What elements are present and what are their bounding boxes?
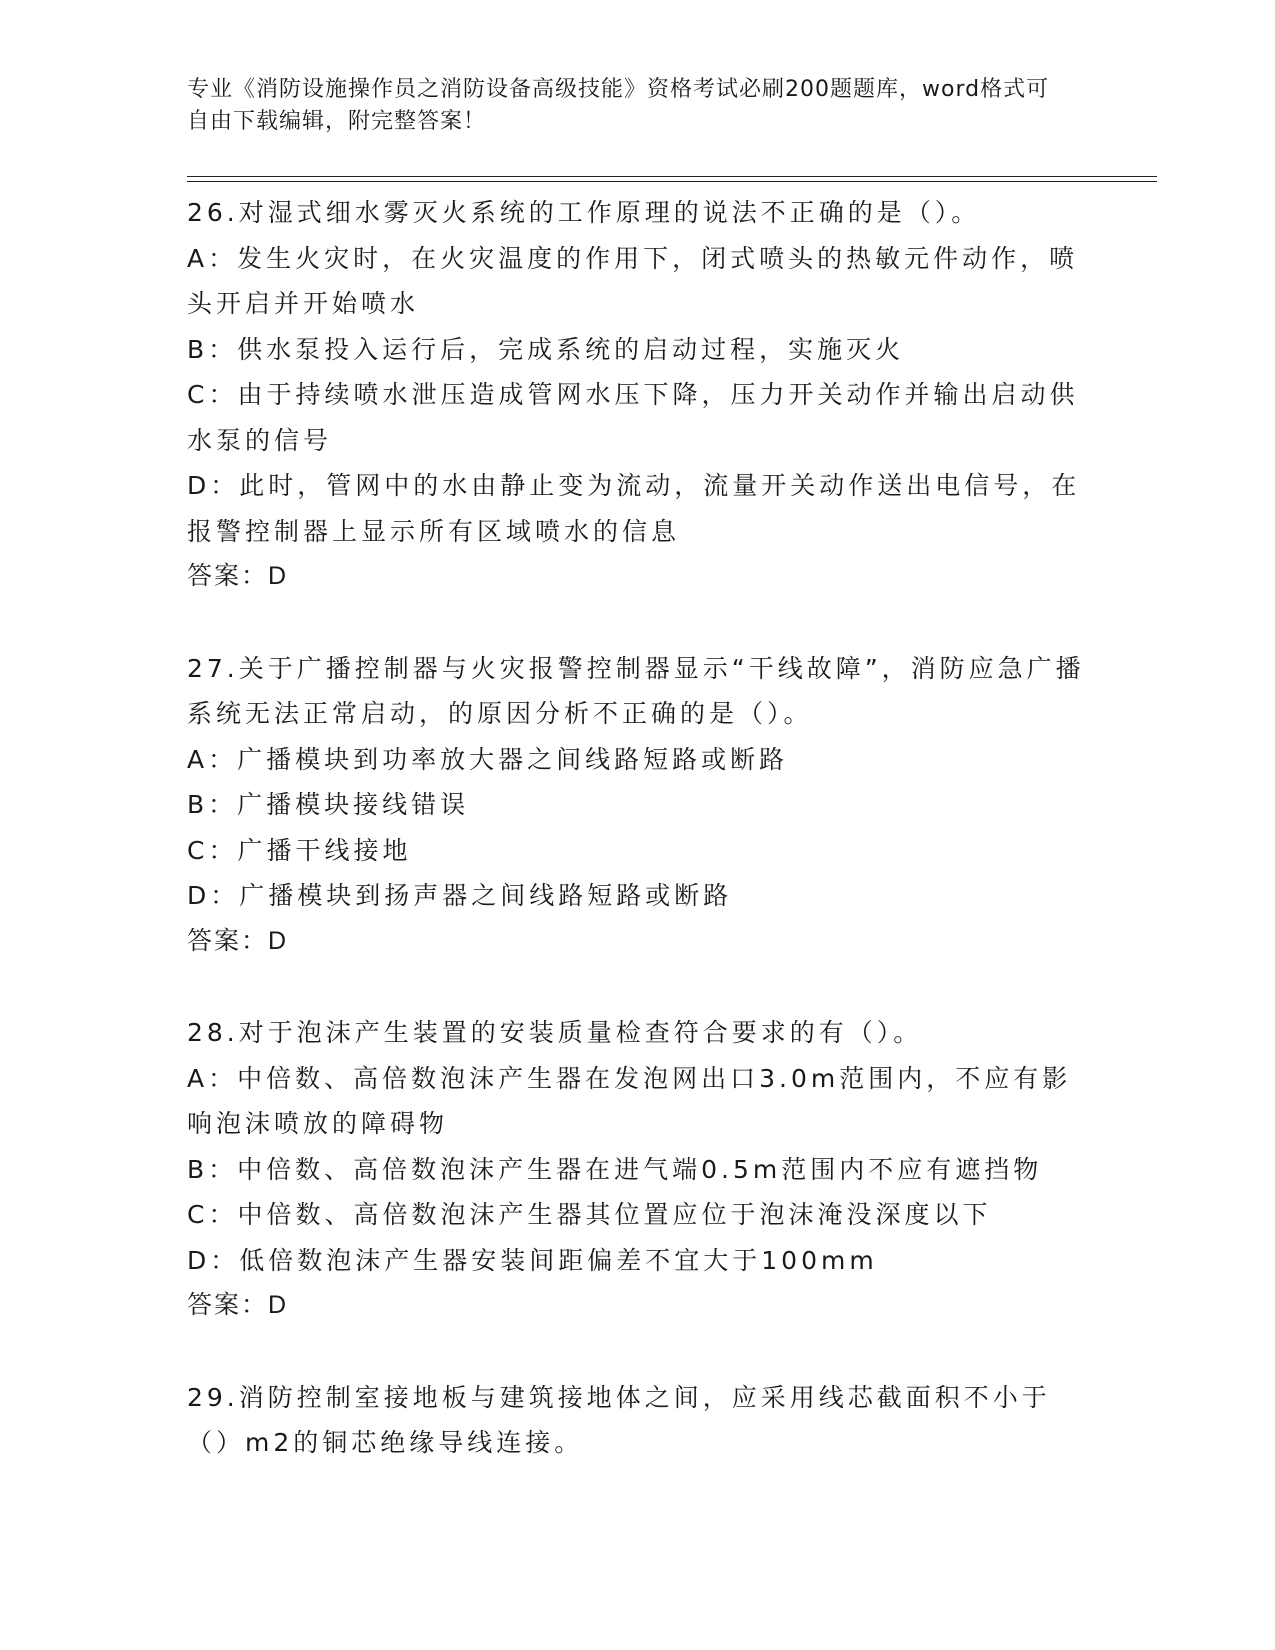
header-rule-bottom — [187, 181, 1157, 182]
option-b: B：供水泵投入运行后，完成系统的启动过程，实施灭火 — [187, 334, 905, 364]
question-stem: 26.对湿式细水雾灭火系统的工作原理的说法不正确的是（）。 — [187, 198, 981, 227]
question-26 — [187, 190, 1087, 600]
option-b: B：广播模块接线错误 — [187, 790, 470, 819]
question-29 — [187, 1375, 1087, 1466]
question-spacer — [187, 964, 1087, 1010]
option-d: D：广播模块到扬声器之间线路短路或断路 — [187, 881, 733, 910]
option-a: A：发生火灾时，在火灾温度的作用下，闭式喷头的热敏元件动作，喷头开启并开始喷水 — [187, 243, 1079, 318]
question-27 — [187, 646, 1087, 965]
question-spacer — [187, 1329, 1087, 1375]
option-d: D：此时，管网中的水由静止变为流动，流量开关动作送出电信号，在报警控制器上显示所有区域喷水的信息 — [187, 471, 1081, 546]
answer-line: 答案：D — [187, 562, 289, 590]
option-a: A：中倍数、高倍数泡沫产生器在发泡网出口3.0m范围内，不应有影响泡沫喷放的障碍物 — [187, 1063, 1072, 1138]
option-a: A：广播模块到功率放大器之间线路短路或断路 — [187, 744, 789, 774]
question-stem: 28.对于泡沫产生装置的安装质量检查符合要求的有（）。 — [187, 1018, 923, 1047]
header-rule-top — [187, 176, 1157, 177]
option-c: C：由于持续喷水泄压造成管网水压下降，压力开关动作并输出启动供水泵的信号 — [187, 380, 1079, 455]
question-stem: 29.消防控制室接地板与建筑接地体之间，应采用线芯截面积不小于（）m2的铜芯绝缘导线连接。 — [187, 1382, 1051, 1457]
question-spacer — [187, 600, 1087, 646]
answer-line: 答案：D — [187, 926, 289, 955]
answer-line: 答案：D — [187, 1291, 289, 1319]
option-d: D：低倍数泡沫产生器安装间距偏差不宜大于100mm — [187, 1245, 878, 1275]
option-c: C：中倍数、高倍数泡沫产生器其位置应位于泡沫淹没深度以下 — [187, 1200, 992, 1229]
document-header: 专业《消防设施操作员之消防设备高级技能》资格考试必刷200题题库，word格式可自由下载编辑，附完整答案！ — [187, 77, 1050, 134]
question-list — [187, 190, 1087, 1466]
question-28 — [187, 1010, 1087, 1329]
option-c: C：广播干线接地 — [187, 835, 412, 865]
question-stem: 27.关于广播控制器与火灾报警控制器显示“干线故障”，消防应急广播系统无法正常启动，的原因分析不正确的是（）。 — [187, 653, 1085, 728]
option-b: B：中倍数、高倍数泡沫产生器在进气端0.5m范围内不应有遮挡物 — [187, 1154, 1043, 1184]
